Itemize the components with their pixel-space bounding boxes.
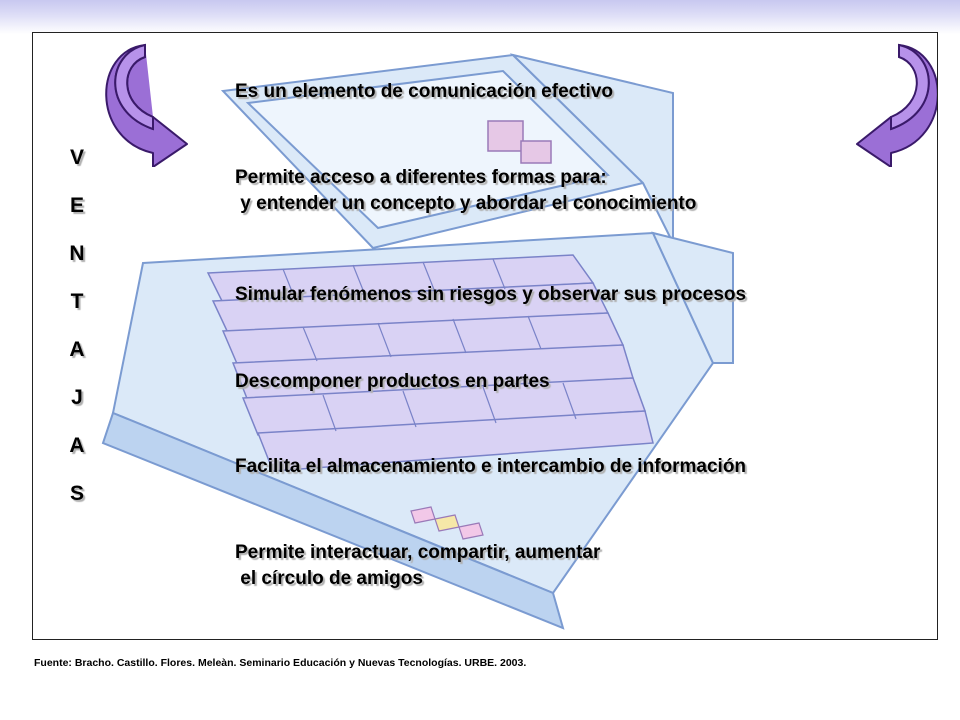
vertical-letter: N [69,242,85,265]
advantage-item: Descomponer productos en partes [235,371,550,392]
advantage-item: Facilita el almacenamiento e intercambio de información [235,456,747,477]
vertical-word-ventajas [67,146,87,530]
slide-frame [32,32,938,640]
vertical-letter: E [69,194,84,217]
vertical-letter: J [71,386,83,409]
advantage-item: Es un elemento de comunicación efectivo [235,81,613,102]
advantage-item: Permite acceso a diferentes formas para: y entender un concepto y abordar el conocimiento [235,167,697,214]
advantage-item: Permite interactuar, compartir, aumentar el círculo de amigos [235,542,601,589]
curved-arrow-left-icon [101,41,191,167]
vertical-letter: A [69,338,85,361]
vertical-letter: V [69,146,84,169]
vertical-letter: A [69,434,85,457]
vertical-letter: S [69,482,84,505]
vertical-letter: T [70,290,84,313]
advantage-item: Simular fenómenos sin riesgos y observar sus procesos [235,284,747,305]
source-footnote: Fuente: Bracho. Castillo. Flores. Meleàn. Seminario Educación y Nuevas Tecnologías. URBE. 2003. [34,657,527,669]
